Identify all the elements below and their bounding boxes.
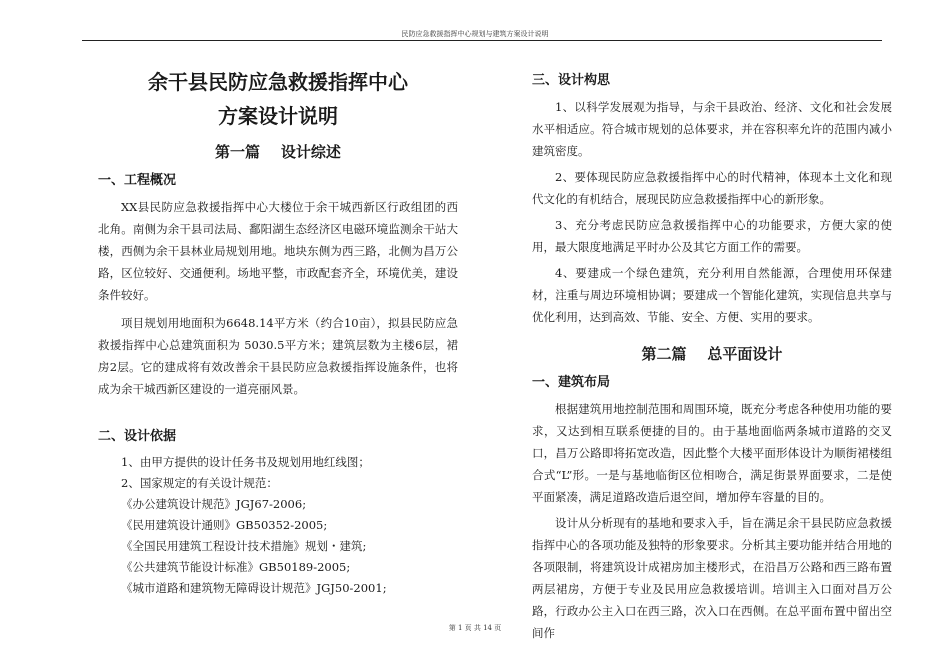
code-item: 《全国民用建筑工程设计技术措施》规划・建筑; [121,539,367,553]
overview-paragraph-2: 项目规划用地面积为6648.14平方米（约合10亩），拟县民防应急救援指挥中心总建筑面积为 5030.5平方米；建筑层数为主楼6层，裙房2层。它的建成将有效改善余干县民防应急救援指挥设施条件，也将成为余干城西新区建设的一道亮丽风景。 [98,316,458,396]
page-footer: 第 1 页 共 14 页 [448,624,502,632]
concept-paragraph-4: 4、要建成一个绿色建筑，充分利用自然能源，合理使用环保建材，注重与周边环境相协调；要建成一个智能化建筑，实现信息共享与优化利用，达到高效、节能、安全、方便、实用的要求。 [532,266,892,324]
document-title: 余干县民防应急救援指挥中心 [148,70,408,94]
document-subtitle: 方案设计说明 [218,104,338,128]
basis-item-1: 1、由甲方提供的设计任务书及规划用地红线图； [121,455,370,469]
layout-paragraph-1: 根据建筑用地控制范围和周围环境，既充分考虑各种使用功能的要求，又达到相互联系便捷的目的。由于基地面临两条城市道路的交叉口，昌万公路即将拓宽改造，因此整个大楼平面形体设计为顺街裙楼组合式“L”形。一是与基地临街区位相吻合，满足街景界面要求，二是使平面紧凑，满足道路改造后退空间，增加停车容量的目的。 [532,402,892,504]
section-heading-concept: 三、设计构思 [532,73,611,88]
code-item: 《公共建筑节能设计标准》GB50189-2005; [121,560,351,574]
part-one-title: 第一篇 设计综述 [215,143,341,161]
right-column [532,60,892,644]
section-heading-overview: 一、工程概况 [98,173,177,188]
header-rule [82,40,882,41]
layout-paragraph-2: 设计从分析现有的基地和要求入手，旨在满足余干县民防应急救援指挥中心的各项功能及独特的形象要求。分析其主要功能并结合用地的各项限制，将建筑设计成裙房加主楼形式，在沿昌万公路和西三路布置两层裙房，方便于专业及民用应急救援培训。培训主入口面对昌万公路，行政办公主入口在西三路，次入口在西侧。在总平面布置中留出空间作 [532,516,892,640]
code-item: 《城市道路和建筑物无障碍设计规范》JGJ50-2001; [121,581,387,595]
concept-paragraph-2: 2、要体现民防应急救援指挥中心的时代精神，体现本土文化和现代文化的有机结合，展现民防应急救援指挥中心的新形象。 [532,170,892,206]
basis-item-2: 2、国家规定的有关设计规范： [121,476,278,490]
code-item: 《办公建筑设计规范》JGJ67-2006; [121,497,307,511]
section-heading-layout: 一、建筑布局 [532,375,611,390]
section-heading-basis: 二、设计依据 [98,429,177,444]
code-item: 《民用建筑设计通则》GB50352-2005; [121,518,328,532]
overview-paragraph-1: XX县民防应急救援指挥中心大楼位于余干城西新区行政组团的西北角。南侧为余干县司法局、鄱阳湖生态经济区电磁环境监测余干站大楼，西侧为余干县林业局规划用地。地块东侧为西三路，北侧为昌万公路，区位较好、交通便利。场地平整，市政配套齐全，环境优美，建设条件较好。 [98,200,458,302]
concept-paragraph-1: 1、以科学发展观为指导，与余干县政治、经济、文化和社会发展水平相适应。符合城市规划的总体要求，并在容积率允许的范围内减小建筑密度。 [532,100,892,158]
concept-paragraph-3: 3、充分考虑民防应急救援指挥中心的功能要求，方便大家的使用，最大限度地满足平时办公及其它方面工作的需要。 [532,218,892,254]
part-two-title: 第二篇 总平面设计 [641,345,783,363]
left-column [98,60,458,599]
running-header: 民防应急救援指挥中心规划与建筑方案设计说明 [401,30,549,38]
